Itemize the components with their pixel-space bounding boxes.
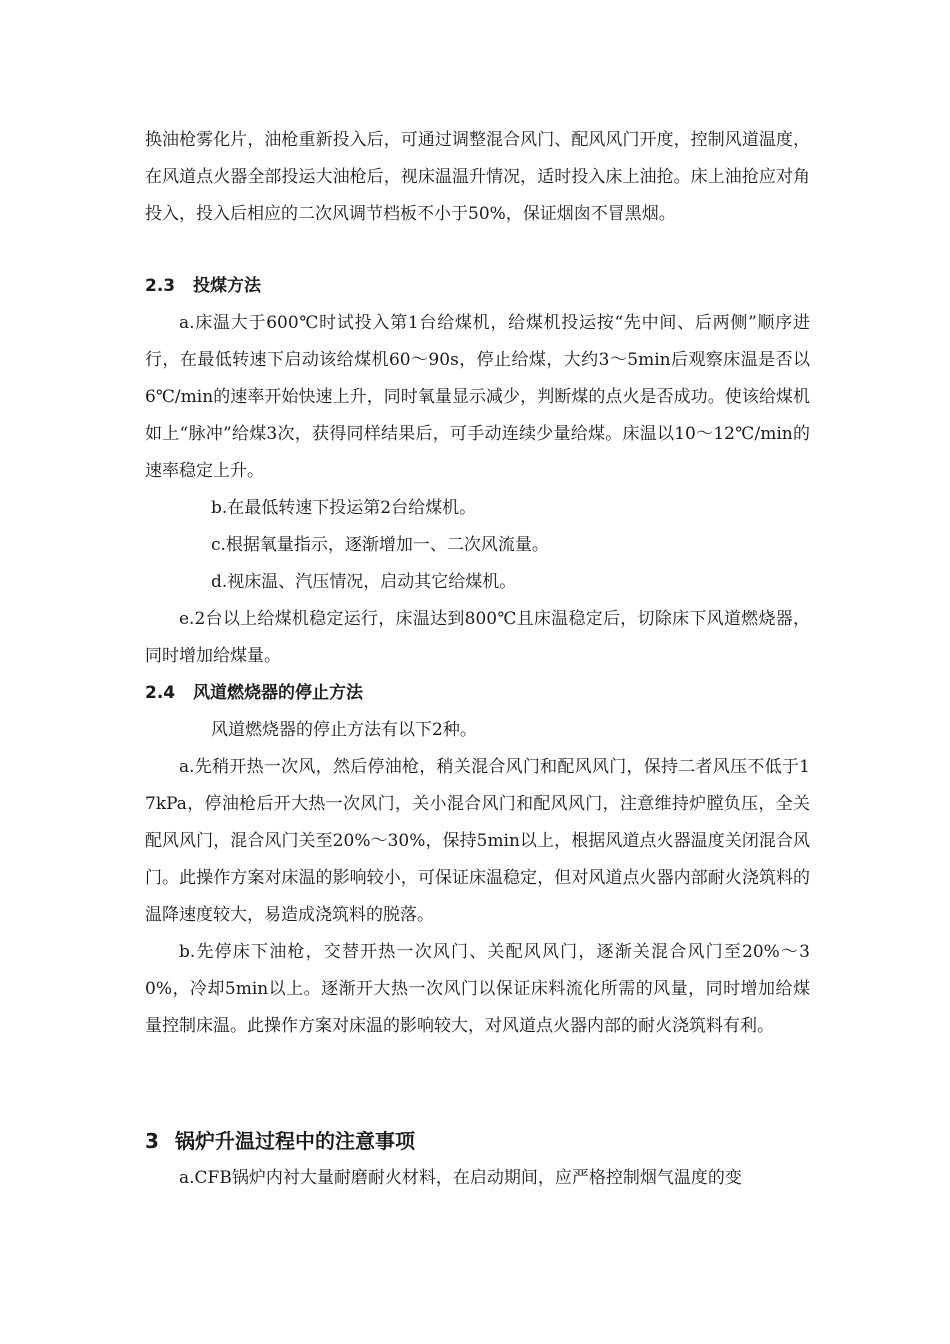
section-2-3-item-e: e.2台以上给煤机稳定运行，床温达到800℃且床温稳定后，切除床下风道燃烧器，同时增加给煤量。	[145, 609, 810, 666]
section-3-item-a: a.CFB锅炉内衬大量耐磨耐火材料，在启动期间，应严格控制烟气温度的变	[179, 1168, 742, 1188]
section-title: 锅炉升温过程中的注意事项	[175, 1129, 415, 1153]
section-2-3-item-d: d.视床温、汽压情况，启动其它给煤机。	[211, 572, 517, 592]
section-2-3-item-b: b.在最低转速下投运第2台给煤机。	[211, 498, 477, 518]
section-2-4-intro: 风道燃烧器的停止方法有以下2种。	[211, 720, 477, 740]
section-2-3-item-a: a.床温大于600℃时试投入第1台给煤机，给煤机投运按“先中间、后两侧”顺序进行，在最低转速下启动该给煤机60～90s，停止给煤，大约3～5min后观察床温是否以6℃/min的速率开始快速上升，同时氧量显示减少，判断煤的点火是否成功。使该给煤机如上“脉冲”给煤3次，获得同样结果后，可手动连续少量给煤。床温以10～12℃/min的速率稳定上升。	[145, 313, 810, 481]
section-number: 2.4	[145, 683, 176, 703]
section-title: 投煤方法	[193, 276, 261, 296]
section-2-4-item-a: a.先稍开热一次风，然后停油枪，稍关混合风门和配风风门，保持二者风压不低于17kPa，停油枪后开大热一次风门，关小混合风门和配风风门，注意维持炉膛负压，全关配风风门，混合风门关至20%～30%，保持5min以上，根据风道点火器温度关闭混合风门。此操作方案对床温的影响较小，可保证床温稳定，但对风道点火器内部耐火浇筑料的温降速度较大，易造成浇筑料的脱落。	[145, 757, 810, 925]
intro-paragraph: 换油枪雾化片，油枪重新投入后，可通过调整混合风门、配风风门开度，控制风道温度，在风道点火器全部投运大油枪后，视床温温升情况，适时投入床上油抢。床上油抢应对角投入，投入后相应的二次风调节档板不小于50%，保证烟囱不冒黑烟。	[145, 130, 810, 224]
section-title: 风道燃烧器的停止方法	[193, 683, 363, 703]
section-number: 3	[145, 1129, 159, 1153]
section-2-4-heading	[145, 675, 363, 712]
section-2-4-item-b: b.先停床下油枪，交替开热一次风门、关配风风门，逐渐关混合风门至20%～30%，冷却5min以上。逐渐开大热一次风门以保证床料流化所需的风量，同时增加给煤量控制床温。此操作方案对床温的影响较大，对风道点火器内部的耐火浇筑料有利。	[145, 942, 810, 1036]
section-3-heading	[145, 1123, 415, 1160]
section-2-3-item-c: c.根据氧量指示，逐渐增加一、二次风流量。	[211, 535, 549, 555]
section-number: 2.3	[145, 276, 176, 296]
section-2-3-heading	[145, 268, 261, 305]
